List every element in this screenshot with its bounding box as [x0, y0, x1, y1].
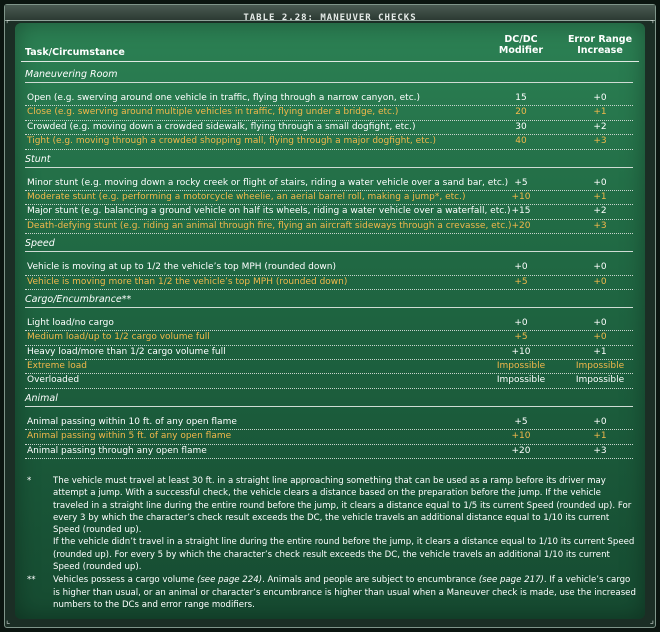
- row-task: Light load/no cargo: [27, 317, 114, 328]
- section-title: Maneuvering Room: [25, 68, 633, 83]
- row-task: Vehicle is moving at up to 1/2 the vehicle’s top MPH (rounded down): [27, 262, 336, 273]
- header-error: [555, 34, 645, 56]
- section: [15, 392, 645, 459]
- row-dc: +20: [511, 220, 531, 231]
- table-row: [25, 331, 633, 345]
- table-row: [25, 191, 633, 205]
- row-dc: 40: [515, 136, 527, 147]
- row-task: Moderate stunt (e.g. performing a motorcycle wheelie, an aerial barrel roll, making a jump*, etc.): [27, 191, 466, 202]
- row-dc: +0: [514, 317, 528, 328]
- table-title: TABLE 2.28: MANEUVER CHECKS: [243, 13, 417, 23]
- table-row: [25, 177, 633, 191]
- header-error-line1: Error Range: [567, 34, 633, 45]
- row-error: +0: [593, 177, 607, 188]
- table-row: [25, 220, 633, 234]
- row-dc: 20: [515, 107, 527, 118]
- table-row: [25, 135, 633, 149]
- corner-bracket-icon: ⌜: [6, 20, 11, 30]
- footnotes: [25, 475, 637, 612]
- row-dc: Impossible: [496, 375, 546, 386]
- row-error: +1: [593, 107, 607, 118]
- row-task: Extreme load: [27, 361, 87, 372]
- row-task: Major stunt (e.g. balancing a ground vehicle on half its wheels, riding a water vehicle over a waterfall, etc.): [27, 206, 511, 217]
- footnote-double: [25, 574, 637, 611]
- corner-bracket-icon: ⌝: [649, 20, 654, 30]
- row-dc: +0: [514, 262, 528, 273]
- header-dc-line1: DC/DC: [504, 34, 538, 45]
- row-task: Heavy load/more than 1/2 cargo volume full: [27, 346, 226, 357]
- section: [15, 293, 645, 389]
- header-dc: [483, 34, 559, 56]
- section: [15, 68, 645, 150]
- table-row: [25, 106, 633, 120]
- header-divider: [21, 61, 639, 62]
- row-dc: +10: [511, 191, 531, 202]
- header-dc-line2: Modifier: [498, 45, 544, 56]
- table-panel: [15, 23, 645, 619]
- row-task: Medium load/up to 1/2 cargo volume full: [27, 332, 210, 343]
- row-task: Open (e.g. swerving around one vehicle in traffic, flying through a narrow canyon, etc.): [27, 93, 421, 103]
- row-error: +1: [593, 346, 607, 357]
- row-error: +0: [593, 262, 607, 273]
- table-row: [25, 360, 633, 374]
- footnote-text: Vehicles possess a cargo volume (see page 224). Animals and people are subject to encumbrance (see page 217). If a vehicle’s cargo is higher than usual, or an animal or character’s encumbrance is higher than usual when a Maneuver check is made, use the increased numbers to the DCs and error range modifiers.: [53, 575, 636, 610]
- table-row: [25, 121, 633, 135]
- row-dc: 15: [515, 93, 527, 103]
- row-error: +0: [593, 276, 607, 287]
- row-task: Overloaded: [27, 375, 80, 386]
- section-title: Cargo/Encumbrance**: [25, 293, 633, 308]
- row-dc: Impossible: [496, 361, 546, 372]
- row-task: Animal passing through any open flame: [27, 445, 207, 456]
- row-dc: +20: [511, 445, 531, 456]
- row-task: Animal passing within 5 ft. of any open flame: [27, 431, 232, 442]
- section: [15, 237, 645, 290]
- footnote-mark: **: [27, 575, 36, 586]
- header-task: Task/Circumstance: [25, 47, 125, 58]
- row-task: Animal passing within 10 ft. of any open flame: [27, 416, 237, 427]
- row-error: +3: [593, 445, 607, 456]
- row-task: Vehicle is moving more than 1/2 the vehicle’s top MPH (rounded down): [27, 276, 348, 287]
- row-task: Death-defying stunt (e.g. riding an animal through fire, flying an aircraft sideways through a crevasse, etc.): [27, 220, 512, 231]
- row-dc: +5: [514, 332, 528, 343]
- table-frame: [4, 4, 656, 628]
- row-dc: 30: [515, 121, 527, 132]
- table-row: [25, 374, 633, 388]
- row-error: Impossible: [575, 361, 625, 372]
- row-dc: +10: [511, 346, 531, 357]
- section-title: Stunt: [25, 153, 633, 168]
- row-error: Impossible: [575, 375, 625, 386]
- row-dc: +5: [514, 276, 528, 287]
- row-task: Crowded (e.g. moving down a crowded sidewalk, flying through a small dogfight, etc.): [27, 121, 416, 132]
- row-task: Minor stunt (e.g. moving down a rocky creek or flight of stairs, riding a water vehicle over a sand bar, etc.): [27, 177, 509, 188]
- row-error: +0: [593, 332, 607, 343]
- row-error: +3: [593, 220, 607, 231]
- row-dc: +5: [514, 416, 528, 427]
- table-row: [25, 416, 633, 430]
- row-dc: +15: [511, 206, 531, 217]
- table-row: [25, 261, 633, 275]
- row-error: +1: [593, 431, 607, 442]
- row-task: Close (e.g. swerving around multiple vehicles in traffic, flying under a bridge, etc.): [27, 107, 399, 118]
- table-row: [25, 205, 633, 219]
- corner-bracket-icon: ⌞: [6, 616, 11, 626]
- row-error: +3: [593, 136, 607, 147]
- section-title: Animal: [25, 392, 633, 407]
- footnote-mark: *: [27, 476, 32, 486]
- table-header: [15, 23, 645, 61]
- table-body: [15, 65, 645, 462]
- footnote-text: If the vehicle didn’t travel in a straight line during the entire round before the jump, it clears a distance equal to 1/10 its current Speed (rounded up). For every 5 by which the character’s check result exceeds the DC, the vehicle travels an additional 1/10 its current Speed (rounded up).: [53, 537, 635, 573]
- table-row: [25, 346, 633, 360]
- table-row: [25, 92, 633, 106]
- table-row: [25, 430, 633, 444]
- header-error-line2: Increase: [577, 45, 623, 56]
- footnote-single: [25, 475, 637, 573]
- row-dc: +5: [514, 177, 528, 188]
- row-dc: +10: [511, 431, 531, 442]
- section-title: Speed: [25, 237, 633, 252]
- footnote-text: The vehicle must travel at least 30 ft. in a straight line approaching something that can be used as a ramp before its driver may attempt a jump. With a successful check, the vehicle clears a distance based on the preparation before the jump. If the vehicle traveled in a straight line during the entire round before the jump, it clears a distance equal to 1/5 its current Speed (rounded up). For every 3 by which the character’s check result exceeds the DC, the vehicle travels an additional distance equal to 1/10 its current Speed (rounded up).: [53, 476, 632, 536]
- corner-bracket-icon: ⌟: [649, 616, 654, 626]
- section: [15, 153, 645, 235]
- row-task: Tight (e.g. moving through a crowded shopping mall, flying through a major dogfight, etc.): [27, 136, 436, 147]
- row-error: +0: [593, 93, 607, 103]
- row-error: +0: [593, 416, 607, 427]
- table-row: [25, 445, 633, 459]
- row-error: +2: [593, 206, 607, 217]
- table-row: [25, 276, 633, 290]
- row-error: +0: [593, 317, 607, 328]
- title-bar: [5, 5, 655, 21]
- row-error: +2: [593, 121, 607, 132]
- row-error: +1: [593, 191, 607, 202]
- table-row: [25, 317, 633, 331]
